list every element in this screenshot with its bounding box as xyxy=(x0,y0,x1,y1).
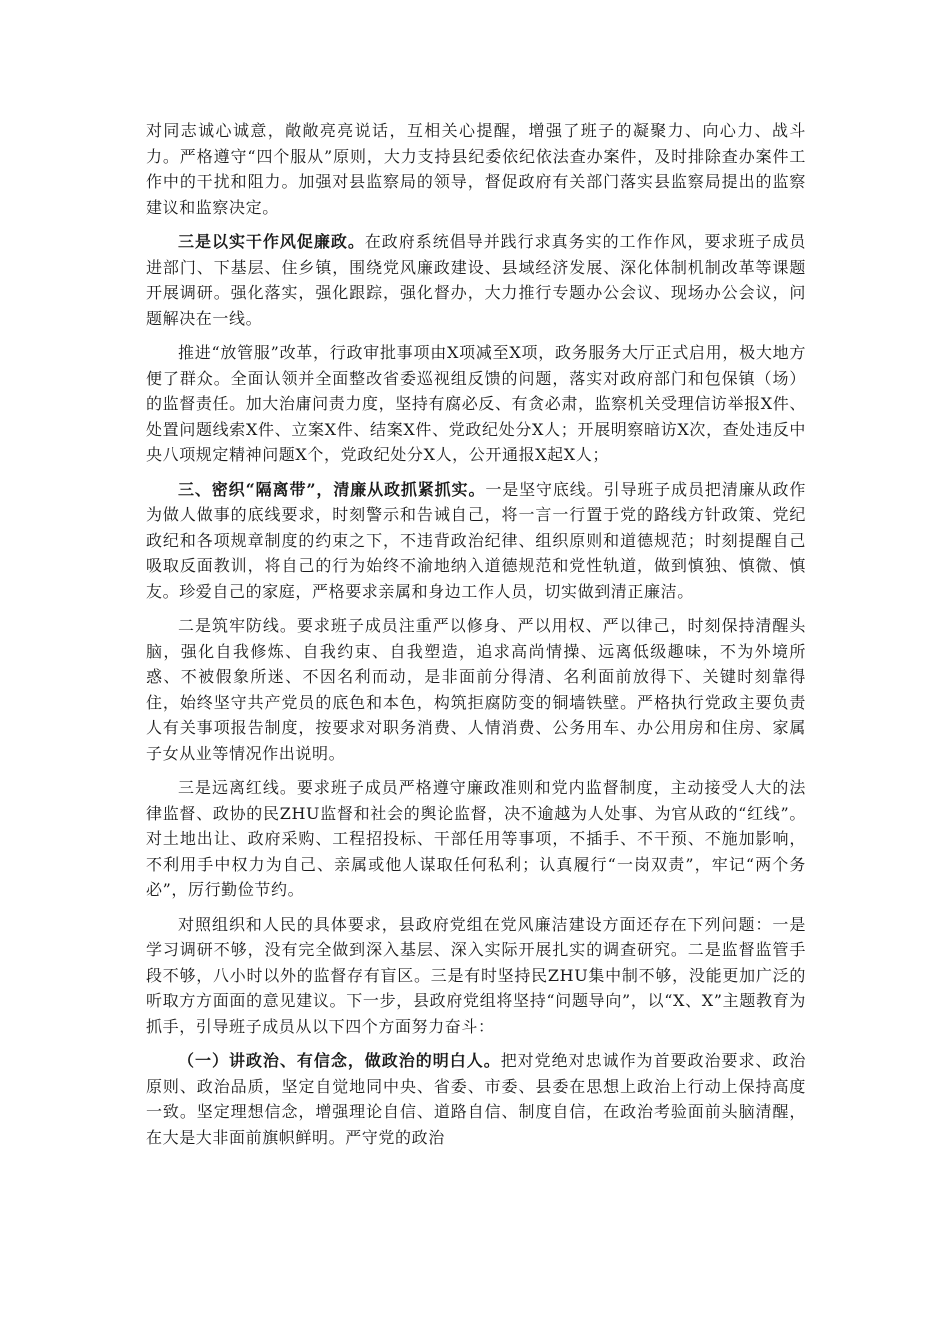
paragraph-7 xyxy=(146,912,806,1040)
paragraph-8-lead: （一）讲政治、有信念，做政治的明白人。 xyxy=(178,1051,501,1070)
paragraph-4 xyxy=(146,477,806,605)
paragraph-4-text: 一是坚守底线。引导班子成员把清廉从政作为做人做事的底线要求，时刻警示和告诫自己，将一言一行置于党的路线方针政策、党纪政纪和各项规章制度的约束之下，不违背政治纪律、组织原则和道德规范；时刻提醒自己吸取反面教训，将自己的行为始终不渝地纳入道德规范和党性轨道，做到慎独、慎微、慎友。珍爱自己的家庭，严格要求亲属和身边工作人员，切实做到清正廉洁。 xyxy=(146,479,806,601)
paragraph-5 xyxy=(146,613,806,766)
document-page xyxy=(146,118,806,1159)
paragraph-5-text: 二是筑牢防线。要求班子成员注重严以修身、严以用权、严以律己，时刻保持清醒头脑，强化自我修炼、自我约束、自我塑造，追求高尚情操、远离低级趣味，不为外境所惑、不被假象所迷、不因名利而动，是非面前分得清、名利面前放得下、关键时刻靠得住，始终坚守共产党员的底色和本色，构筑拒腐防变的铜墙铁壁。严格执行党政主要负责人有关事项报告制度，按要求对职务消费、人情消费、公务用车、办公用房和住房、家属子女从业等情况作出说明。 xyxy=(146,616,806,763)
paragraph-6 xyxy=(146,775,806,903)
paragraph-2-lead: 三是以实干作风促廉政。 xyxy=(178,232,365,251)
paragraph-3-text: 推进“放管服”改革，行政审批事项由X项减至X项，政务服务大厅正式启用，极大地方便了群众。全面认领并全面整改省委巡视组反馈的问题，落实对政府部门和包保镇（场）的监督责任。加大治庸问责力度，坚持有腐必反、有贪必肃，监察机关受理信访举报X件、处置问题线索X件、立案X件、结案X件、党政纪处分X人；开展明察暗访X次，查处违反中央八项规定精神问题X个，党政纪处分X人，公开通报X起X人； xyxy=(146,343,806,464)
paragraph-2-text: 在政府系统倡导并践行求真务实的工作作风，要求班子成员进部门、下基层、住乡镇，围绕党风廉政建设、县域经济发展、深化体制机制改革等课题开展调研。强化落实，强化跟踪，强化督办，大力推行专题办公会议、现场办公会议，问题解决在一线。 xyxy=(146,232,806,328)
paragraph-1-text: 对同志诚心诚意，敞敞亮亮说话，互相关心提醒，增强了班子的凝聚力、向心力、战斗力。严格遵守“四个服从”原则，大力支持县纪委依纪依法查办案件，及时排除查办案件工作中的干扰和阻力。加强对县监察局的领导，督促政府有关部门落实县监察局提出的监察建议和监察决定。 xyxy=(146,121,806,217)
paragraph-4-lead: 三、密织“隔离带”，清廉从政抓紧抓实。 xyxy=(178,479,486,499)
paragraph-8-text: 把对党绝对忠诚作为首要政治要求、政治原则、政治品质，坚定自觉地同中央、省委、市委、县委在思想上政治上行动上保持高度一致。坚定理想信念，增强理论自信、道路自信、制度自信，在政治考验面前头脑清醒，在大是大非面前旗帜鲜明。严守党的政治 xyxy=(146,1051,806,1147)
paragraph-1 xyxy=(146,118,806,220)
paragraph-2 xyxy=(146,229,806,331)
paragraph-7-text: 对照组织和人民的具体要求，县政府党组在党风廉洁建设方面还存在下列问题：一是学习调研不够，没有完全做到深入基层、深入实际开展扎实的调查研究。二是监督监管手段不够，八小时以外的监督存有盲区。三是有时坚持民ZHU集中制不够，没能更加广泛的听取方方面面的意见建议。下一步，县政府党组将坚持“问题导向”，以“X、X”主题教育为抓手，引导班子成员从以下四个方面努力奋斗： xyxy=(146,914,806,1036)
paragraph-8 xyxy=(146,1048,806,1150)
paragraph-3 xyxy=(146,340,806,468)
paragraph-6-text: 三是远离红线。要求班子成员严格遵守廉政准则和党内监督制度，主动接受人大的法律监督、政协的民ZHU监督和社会的舆论监督，决不逾越为人处事、为官从政的“红线”。对土地出让、政府采购、工程招投标、干部任用等事项，不插手、不干预、不施加影响，不利用手中权力为自己、亲属或他人谋取任何私利；认真履行“一岗双责”，牢记“两个务必”，厉行勤俭节约。 xyxy=(146,778,806,899)
